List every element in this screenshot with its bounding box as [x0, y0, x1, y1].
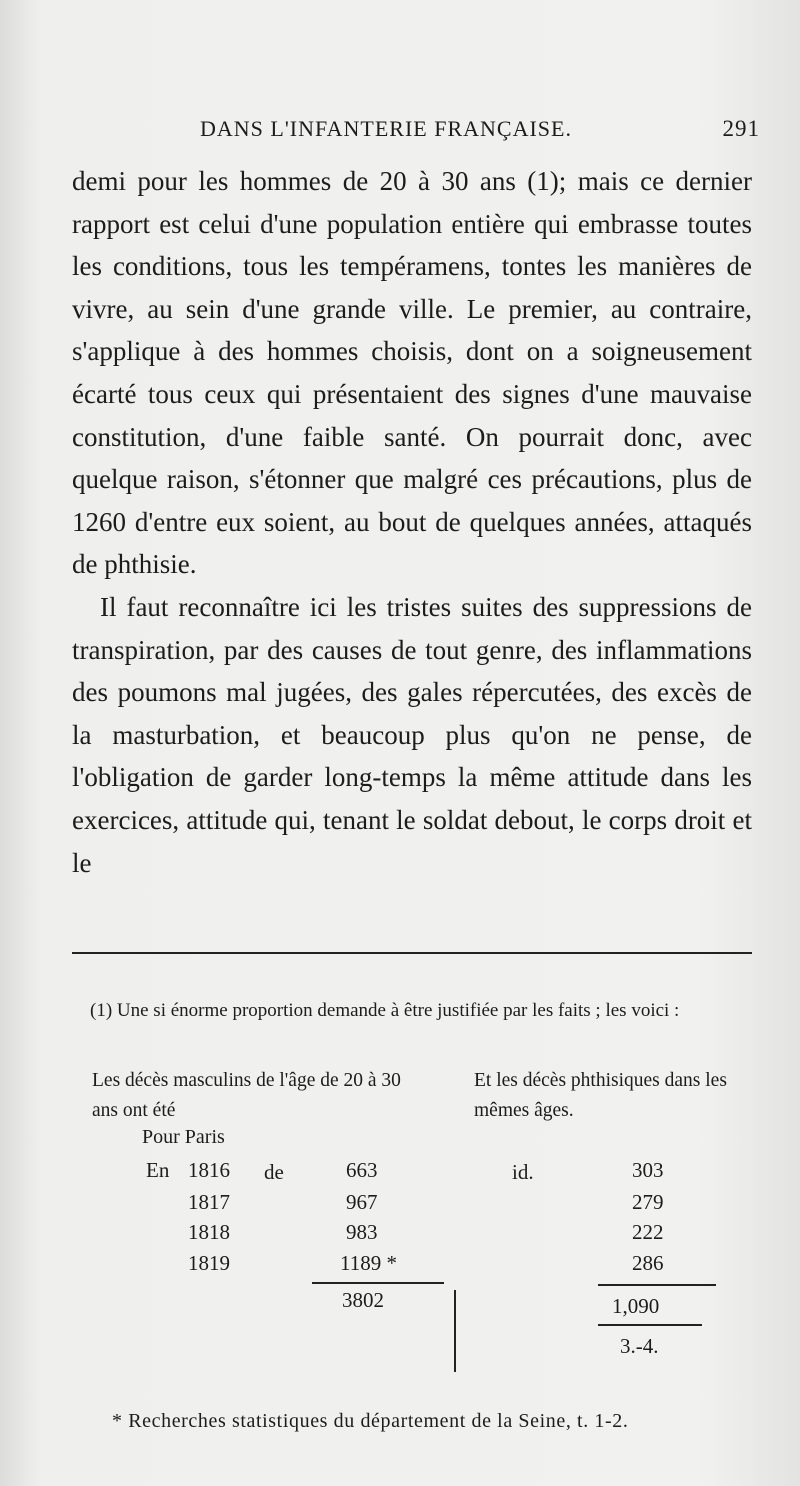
year-cell: 1817	[188, 1190, 230, 1214]
year-cell: 1816	[188, 1158, 230, 1182]
year-cell: 1818	[188, 1220, 230, 1244]
ratio-line	[598, 1324, 702, 1326]
year-cell: 1819	[188, 1251, 230, 1275]
right-column-heading: Et les décès phthisiques dans les mêmes âges.	[474, 1070, 727, 1121]
phthisis-cell: 222	[632, 1220, 664, 1244]
deaths-sum-line	[312, 1282, 444, 1284]
phthisis-cell: 286	[632, 1251, 664, 1275]
ratio-value: 3.-4.	[620, 1334, 659, 1358]
footnote-text: (1) Une si énorme proportion demande à être justifiée par les faits ; les voici :	[90, 1000, 680, 1021]
place-label: Pour Paris	[142, 1126, 225, 1148]
de-word: de	[264, 1160, 284, 1184]
phthisis-sum-line	[598, 1284, 716, 1286]
phthisis-total: 1,090	[612, 1294, 660, 1318]
deaths-cell: 1189 *	[340, 1251, 397, 1275]
page-header	[200, 116, 760, 146]
id-word: id.	[512, 1160, 534, 1184]
main-text	[72, 160, 752, 884]
footnote-intro	[72, 996, 752, 1026]
paragraph-2: Il faut reconnaître ici les tristes suites des suppressions de transpiration, par des causes de tout genre, des inflammations des poumons mal jugées, des gales répercutées, des excès de la masturbation, et beaucoup plus qu'on ne pense, de l'obligation de garder long-temps la même attitude dans les exercices, attitude qui, tenant le soldat debout, le corps droit et le	[72, 591, 752, 878]
deaths-total: 3802	[342, 1288, 384, 1312]
deaths-cell: 983	[346, 1220, 378, 1244]
footnote-separator	[72, 952, 752, 954]
paragraph-1: demi pour les hommes de 20 à 30 ans (1); mais ce dernier rapport est celui d'une population entière qui embrasse toutes les conditions, tous les tempéramens, tontes les manières de vivre, au sein d'une grande ville. Le premier, au contraire, s'applique à des hommes choisis, dont on a soigneusement écarté tous ceux qui présentaient des signes d'une mauvaise constitution, d'une faible santé. On pourrait donc, avec quelque raison, s'étonner que malgré ces précautions, plus de 1260 d'entre eux soient, au bout de quelques années, attaqués de phthisie.	[72, 166, 752, 580]
deaths-cell: 663	[346, 1158, 378, 1182]
running-title: DANS L'INFANTERIE FRANÇAISE.	[200, 116, 572, 141]
phthisis-cell: 279	[632, 1190, 664, 1214]
left-column-heading: Les décès masculins de l'âge de 20 à 30 ans ont été	[92, 1070, 401, 1121]
source-note: * Recherches statistiques du département de la Seine, t. 1-2.	[112, 1410, 629, 1432]
deaths-cell: 967	[346, 1190, 378, 1214]
row-prefix: En	[146, 1158, 170, 1182]
column-divider	[454, 1290, 456, 1372]
page-number: 291	[722, 116, 760, 141]
phthisis-cell: 303	[632, 1158, 664, 1182]
